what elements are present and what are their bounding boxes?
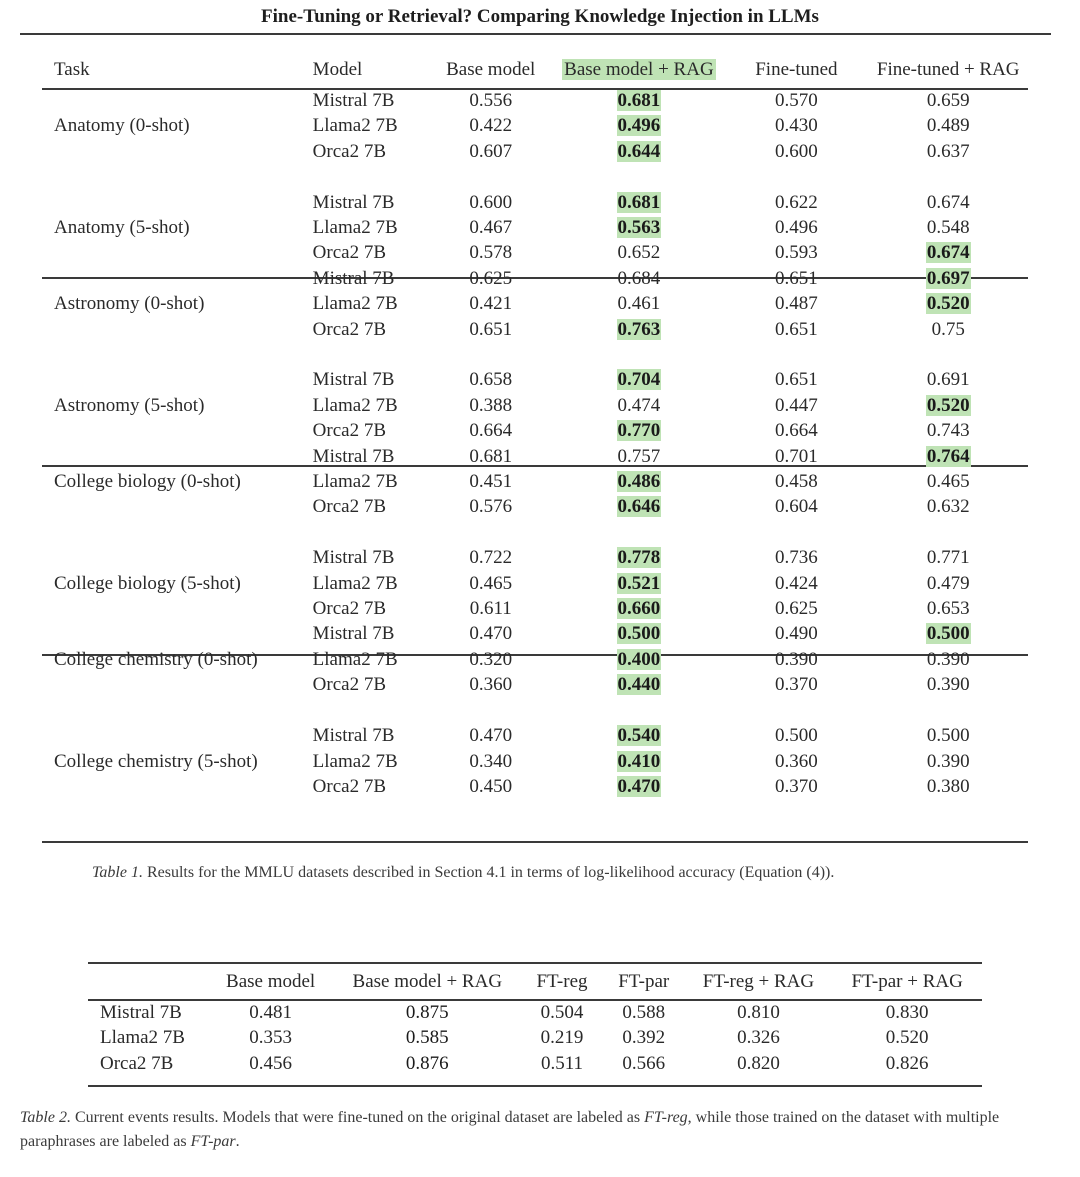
value-cell <box>554 367 725 392</box>
value-cell: 0.830 <box>885 1002 929 1023</box>
value-cell: 0.422 <box>469 115 513 137</box>
best-value: 0.470 <box>617 775 661 797</box>
value-cell: 0.421 <box>469 293 513 315</box>
col-header-base-rag: Base model + RAG <box>352 971 503 992</box>
value-cell: 0.722 <box>469 547 513 569</box>
value-cell: 0.651 <box>775 318 818 340</box>
value-cell: 0.326 <box>737 1027 780 1049</box>
col-header-ft-reg-rag: FT-reg + RAG <box>702 971 815 992</box>
value-cell: 0.604 <box>775 496 818 518</box>
task-cell: College biology (0-shot) <box>54 471 241 493</box>
value-cell: 0.353 <box>249 1027 292 1049</box>
task-cell <box>42 139 313 164</box>
value-cell: 0.370 <box>775 674 818 696</box>
col-header-model: Model <box>312 59 363 80</box>
value-cell: 0.451 <box>469 471 513 493</box>
paper-title: Fine-Tuning or Retrieval? Comparing Knowledge Injection in LLMs <box>261 6 819 27</box>
col-header-base-rag-label: Base model + RAG <box>564 59 714 80</box>
task-cell <box>42 88 313 113</box>
task-cell <box>42 444 313 469</box>
best-value: 0.486 <box>617 471 661 493</box>
task-cell <box>42 596 313 621</box>
value-cell: 0.458 <box>775 471 818 493</box>
best-value: 0.681 <box>617 191 661 213</box>
value-cell: 0.585 <box>405 1027 449 1049</box>
value-cell <box>554 621 725 646</box>
model-cell: Mistral 7B <box>312 191 395 213</box>
value-cell: 0.651 <box>775 267 818 289</box>
value-cell: 0.487 <box>775 293 818 315</box>
value-cell: 0.340 <box>469 750 513 772</box>
table1-caption-label: Table 1. <box>92 864 143 881</box>
table-row <box>42 190 1028 215</box>
value-cell: 0.600 <box>775 140 818 162</box>
best-value: 0.763 <box>617 318 661 340</box>
model-cell: Llama2 7B <box>312 217 398 239</box>
value-cell: 0.75 <box>931 318 965 340</box>
value-cell: 0.674 <box>926 191 970 213</box>
best-value: 0.400 <box>617 648 661 670</box>
best-value: 0.764 <box>926 445 970 467</box>
value-cell <box>554 190 725 215</box>
value-cell: 0.659 <box>926 90 970 111</box>
value-cell <box>554 317 725 342</box>
table1-caption-text: Results for the MMLU datasets described in Section 4.1 in terms of log-likelihood accuracy (Equation (4)). <box>142 864 835 881</box>
best-value: 0.563 <box>617 217 661 239</box>
model-cell: Orca2 7B <box>312 242 387 264</box>
table-row <box>42 215 1028 240</box>
value-cell: 0.456 <box>249 1052 292 1074</box>
task-cell: College chemistry (0-shot) <box>54 648 258 670</box>
task-cell <box>42 240 313 265</box>
value-cell: 0.479 <box>926 572 970 594</box>
table-row <box>42 444 1028 469</box>
value-cell <box>868 291 1028 316</box>
table-row <box>42 749 1028 774</box>
value-cell: 0.810 <box>737 1002 780 1023</box>
value-cell: 0.570 <box>775 90 818 111</box>
table-row <box>42 469 1028 494</box>
value-cell <box>554 215 725 240</box>
model-cell: Mistral 7B <box>312 725 395 747</box>
value-cell: 0.392 <box>622 1027 666 1049</box>
value-cell: 0.600 <box>469 191 513 213</box>
table1-header-row <box>42 52 1028 88</box>
col-header-base-model: Base model <box>226 971 316 992</box>
value-cell <box>868 240 1028 265</box>
value-cell <box>554 647 725 672</box>
value-cell: 0.556 <box>469 90 513 111</box>
value-cell: 0.652 <box>617 242 661 264</box>
value-cell <box>554 545 725 570</box>
table2-caption-label: Table 2. <box>20 1109 71 1126</box>
task-cell: College chemistry (5-shot) <box>54 750 258 772</box>
value-cell: 0.380 <box>926 775 970 797</box>
value-cell: 0.637 <box>926 140 970 162</box>
best-value: 0.440 <box>617 674 661 696</box>
col-header-blank <box>88 964 208 1000</box>
value-cell: 0.622 <box>775 191 818 213</box>
value-cell: 0.593 <box>775 242 818 264</box>
value-cell: 0.481 <box>249 1002 292 1023</box>
table-row <box>42 571 1028 596</box>
best-value: 0.704 <box>617 369 661 391</box>
col-header-fine-tuned: Fine-tuned <box>755 59 838 80</box>
model-cell: Mistral 7B <box>312 623 395 645</box>
table-row <box>42 113 1028 138</box>
value-cell <box>554 113 725 138</box>
model-cell: Llama2 7B <box>312 750 398 772</box>
model-cell: Llama2 7B <box>312 394 398 416</box>
results-table-mmlu <box>42 52 1028 799</box>
table-row <box>42 672 1028 697</box>
table-row <box>42 545 1028 570</box>
task-cell <box>42 418 313 443</box>
table2-caption-ft-par: FT-par <box>190 1133 236 1150</box>
value-cell: 0.566 <box>622 1052 666 1074</box>
model-cell: Orca2 7B <box>312 318 387 340</box>
model-cell: Orca2 7B <box>312 775 387 797</box>
spacer-row <box>42 520 1028 545</box>
value-cell <box>554 596 725 621</box>
value-cell: 0.500 <box>775 725 818 747</box>
value-cell <box>554 672 725 697</box>
value-cell: 0.664 <box>469 420 513 442</box>
best-value: 0.646 <box>617 496 661 518</box>
value-cell: 0.611 <box>469 598 512 620</box>
table-row <box>42 88 1028 113</box>
spacer-row <box>42 342 1028 367</box>
value-cell: 0.390 <box>926 674 970 696</box>
value-cell: 0.651 <box>469 318 513 340</box>
col-header-base-model: Base model <box>446 59 536 80</box>
table-row <box>42 393 1028 418</box>
model-cell: Mistral 7B <box>100 1002 182 1023</box>
model-cell: Orca2 7B <box>312 496 387 518</box>
value-cell: 0.467 <box>469 217 513 239</box>
value-cell: 0.474 <box>617 394 661 416</box>
value-cell: 0.390 <box>926 750 970 772</box>
value-cell: 0.757 <box>617 445 661 467</box>
model-cell: Mistral 7B <box>312 90 395 111</box>
model-cell: Mistral 7B <box>312 445 395 467</box>
best-value: 0.681 <box>617 90 661 111</box>
model-cell: Orca2 7B <box>312 420 387 442</box>
value-cell <box>554 418 725 443</box>
value-cell <box>554 723 725 748</box>
col-header-fine-tuned-rag: Fine-tuned + RAG <box>876 59 1020 80</box>
value-cell: 0.360 <box>775 750 818 772</box>
spacer-cell <box>42 698 1028 723</box>
table1-bottom-rule <box>42 841 1028 843</box>
value-cell: 0.681 <box>469 445 513 467</box>
model-cell: Llama2 7B <box>312 293 398 315</box>
best-value: 0.540 <box>617 725 661 747</box>
model-cell: Mistral 7B <box>312 369 395 391</box>
value-cell: 0.470 <box>469 623 513 645</box>
value-cell <box>554 469 725 494</box>
value-cell: 0.826 <box>885 1052 929 1074</box>
value-cell: 0.876 <box>405 1052 449 1074</box>
task-cell <box>42 723 313 748</box>
value-cell: 0.470 <box>469 725 513 747</box>
value-cell: 0.576 <box>469 496 513 518</box>
best-value: 0.644 <box>617 140 661 162</box>
value-cell: 0.390 <box>775 648 818 670</box>
task-cell <box>42 190 313 215</box>
col-header-ft-reg: FT-reg <box>536 971 588 992</box>
best-value: 0.697 <box>926 267 970 289</box>
table1-top-rule <box>20 33 1051 35</box>
value-cell: 0.684 <box>617 267 661 289</box>
value-cell: 0.653 <box>926 598 970 620</box>
value-cell: 0.465 <box>926 471 970 493</box>
task-cell <box>42 621 313 646</box>
value-cell: 0.743 <box>926 420 970 442</box>
value-cell: 0.771 <box>926 547 970 569</box>
value-cell: 0.424 <box>775 572 818 594</box>
best-value: 0.778 <box>617 547 661 569</box>
table2-caption-text: Current events results. Models that were fine-tuned on the original dataset are labeled as <box>70 1109 645 1126</box>
value-cell: 0.388 <box>469 394 513 416</box>
value-cell <box>868 266 1028 291</box>
value-cell: 0.607 <box>469 140 513 162</box>
task-cell <box>42 545 313 570</box>
table-row <box>42 291 1028 316</box>
value-cell <box>554 494 725 519</box>
value-cell: 0.511 <box>540 1052 584 1074</box>
best-value: 0.521 <box>617 572 661 594</box>
value-cell: 0.490 <box>775 623 818 645</box>
table-row <box>42 774 1028 799</box>
table-row <box>88 1051 982 1076</box>
value-cell: 0.701 <box>775 445 818 467</box>
table-row <box>42 139 1028 164</box>
value-cell: 0.461 <box>617 293 661 315</box>
value-cell: 0.496 <box>775 217 818 239</box>
best-value: 0.520 <box>926 293 970 315</box>
value-cell: 0.320 <box>469 648 513 670</box>
task-cell <box>42 672 313 697</box>
table2-caption <box>20 1106 1060 1154</box>
table1-body <box>42 88 1028 799</box>
value-cell: 0.658 <box>469 369 513 391</box>
best-value: 0.520 <box>926 394 970 416</box>
value-cell: 0.520 <box>885 1027 929 1049</box>
spacer-cell <box>42 520 1028 545</box>
value-cell <box>554 88 725 113</box>
value-cell: 0.651 <box>775 369 818 391</box>
value-cell <box>554 571 725 596</box>
table2-caption-text: . <box>235 1133 240 1150</box>
value-cell: 0.664 <box>775 420 818 442</box>
value-cell: 0.465 <box>469 572 513 594</box>
spacer-cell <box>42 342 1028 367</box>
task-cell: College biology (5-shot) <box>54 572 241 594</box>
model-cell: Llama2 7B <box>312 115 398 137</box>
task-cell <box>42 266 313 291</box>
value-cell: 0.447 <box>775 394 818 416</box>
task-cell <box>42 367 313 392</box>
model-cell: Orca2 7B <box>312 140 387 162</box>
value-cell: 0.489 <box>926 115 970 137</box>
value-cell: 0.625 <box>469 267 513 289</box>
table-row <box>42 723 1028 748</box>
table2-caption-ft-reg: FT-reg <box>644 1109 688 1126</box>
table-row <box>42 647 1028 672</box>
spacer-row <box>42 698 1028 723</box>
table-row <box>42 240 1028 265</box>
spacer-row <box>42 164 1028 189</box>
table2-caption-text: , while those trained on the dataset with multiple paraphrases are labeled as <box>20 1109 1000 1150</box>
table2-bottom-rule <box>88 1085 982 1087</box>
task-cell: Astronomy (5-shot) <box>54 394 205 416</box>
value-cell <box>554 139 725 164</box>
value-cell: 0.500 <box>926 725 970 747</box>
table2-body <box>88 1000 982 1076</box>
value-cell: 0.360 <box>469 674 513 696</box>
table-row <box>42 596 1028 621</box>
model-cell: Llama2 7B <box>100 1027 185 1049</box>
table-row <box>42 621 1028 646</box>
table-row <box>42 367 1028 392</box>
value-cell: 0.390 <box>926 648 970 670</box>
value-cell <box>868 444 1028 469</box>
best-value: 0.500 <box>617 623 661 645</box>
value-cell: 0.625 <box>775 598 818 620</box>
value-cell <box>554 774 725 799</box>
model-cell: Orca2 7B <box>312 598 387 620</box>
task-cell: Astronomy (0-shot) <box>54 293 205 315</box>
value-cell: 0.736 <box>775 547 818 569</box>
value-cell: 0.504 <box>540 1002 584 1023</box>
table-row <box>42 266 1028 291</box>
table2-header-row <box>88 964 982 1000</box>
model-cell: Llama2 7B <box>312 471 398 493</box>
table1-caption <box>92 864 834 882</box>
model-cell: Mistral 7B <box>312 547 395 569</box>
value-cell: 0.820 <box>737 1052 780 1074</box>
value-cell: 0.875 <box>405 1002 449 1023</box>
table-row <box>88 1000 982 1025</box>
best-value: 0.500 <box>926 623 970 645</box>
best-value: 0.410 <box>617 750 661 772</box>
model-cell: Mistral 7B <box>312 267 395 289</box>
spacer-cell <box>42 164 1028 189</box>
task-cell <box>42 774 313 799</box>
table-row <box>42 418 1028 443</box>
value-cell: 0.219 <box>540 1027 584 1049</box>
value-cell: 0.632 <box>926 496 970 518</box>
table-row <box>42 494 1028 519</box>
table-row <box>88 1025 982 1050</box>
model-cell: Llama2 7B <box>312 572 398 594</box>
task-cell: Anatomy (5-shot) <box>54 217 190 239</box>
value-cell <box>868 621 1028 646</box>
value-cell: 0.430 <box>775 115 818 137</box>
model-cell: Orca2 7B <box>312 674 387 696</box>
best-value: 0.660 <box>617 598 661 620</box>
results-table-current-events <box>88 964 982 1076</box>
col-header-ft-par-rag: FT-par + RAG <box>851 971 963 992</box>
best-value: 0.770 <box>617 420 661 442</box>
col-header-task: Task <box>54 59 90 80</box>
value-cell: 0.691 <box>926 369 970 391</box>
task-cell <box>42 494 313 519</box>
value-cell: 0.370 <box>775 775 818 797</box>
model-cell: Orca2 7B <box>100 1052 174 1074</box>
value-cell <box>868 393 1028 418</box>
value-cell: 0.578 <box>469 242 513 264</box>
model-cell: Llama2 7B <box>312 648 398 670</box>
value-cell: 0.548 <box>926 217 970 239</box>
best-value: 0.496 <box>617 115 661 137</box>
col-header-base-rag <box>554 52 725 88</box>
value-cell: 0.588 <box>622 1002 666 1023</box>
best-value: 0.674 <box>926 242 970 264</box>
task-cell: Anatomy (0-shot) <box>54 115 190 137</box>
table-row <box>42 317 1028 342</box>
value-cell: 0.450 <box>469 775 513 797</box>
value-cell <box>554 749 725 774</box>
col-header-ft-par: FT-par <box>618 971 670 992</box>
task-cell <box>42 317 313 342</box>
